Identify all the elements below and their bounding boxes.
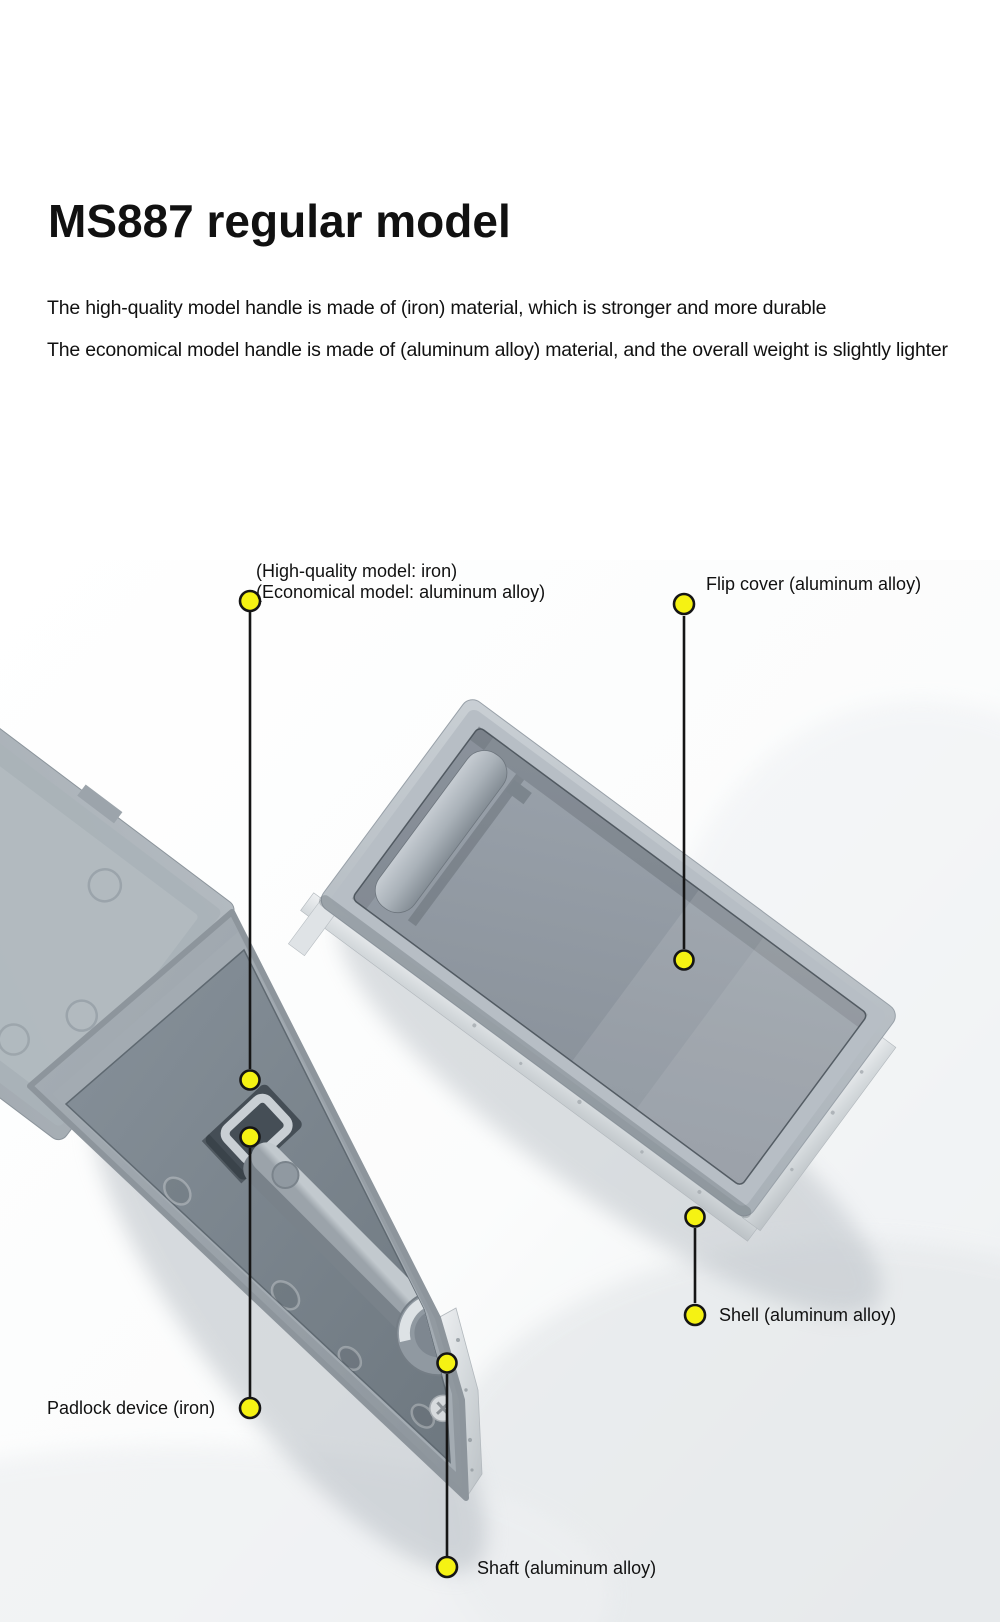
description-line-2: The economical model handle is made of (aluminum alloy) material, and the overall weight is slightly lighter: [47, 339, 948, 361]
callout-marker-flip-cover-label: [674, 594, 694, 614]
callout-label-shell: Shell (aluminum alloy): [719, 1305, 897, 1325]
callout-marker-flip-cover-target: [675, 951, 694, 970]
callout-label-padlock: Padlock device (iron): [47, 1398, 216, 1418]
callout-marker-handle-target: [241, 1071, 260, 1090]
callout-label-flip-cover: Flip cover (aluminum alloy): [706, 574, 922, 594]
description-line-1: The high-quality model handle is made of (iron) material, which is stronger and more durable: [47, 297, 827, 319]
callout-marker-shell-label: [685, 1305, 705, 1325]
callout-marker-shaft-target: [438, 1354, 457, 1373]
callout-label-handle-line1: (High-quality model: iron): [256, 561, 458, 581]
page-title: MS887 regular model: [48, 195, 511, 247]
callout-marker-padlock-target: [241, 1128, 260, 1147]
callout-label-handle: [256, 561, 545, 603]
callout-marker-padlock-label: [240, 1398, 260, 1418]
callout-marker-shell-target: [686, 1208, 705, 1227]
callout-label-shaft: Shaft (aluminum alloy): [477, 1558, 657, 1578]
callout-label-handle-line2: (Economical model: aluminum alloy): [256, 582, 546, 602]
callout-marker-shaft-label: [437, 1557, 457, 1577]
